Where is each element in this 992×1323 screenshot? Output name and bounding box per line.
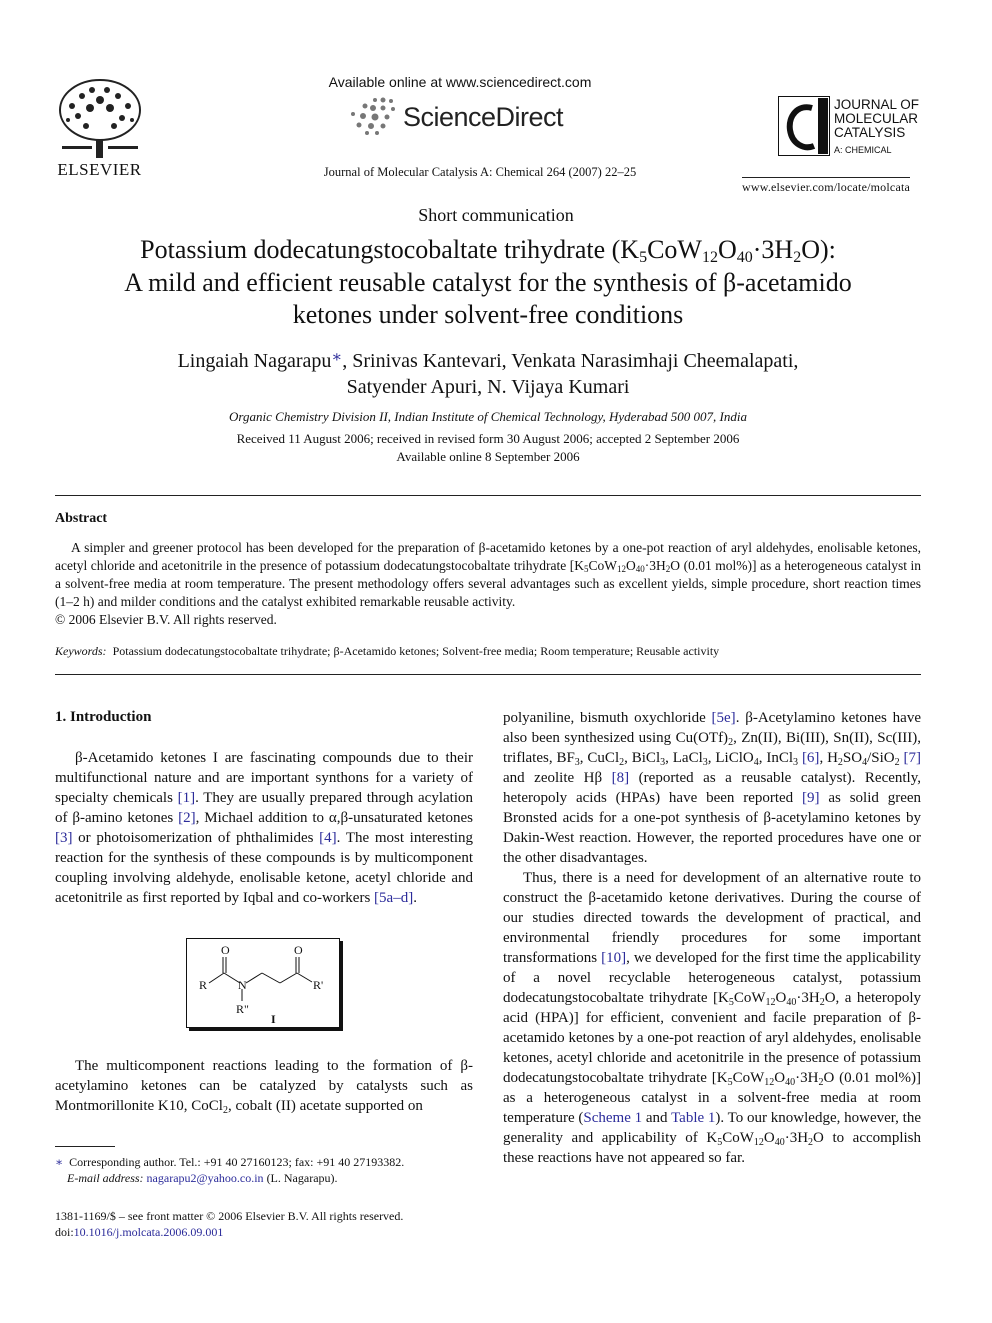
front-matter bbox=[55, 1208, 403, 1240]
atom-n: N bbox=[238, 978, 247, 992]
sciencedirect-dots-icon bbox=[345, 96, 405, 136]
group-r-double-prime: R" bbox=[236, 1002, 249, 1016]
ref-link[interactable]: [5a–d] bbox=[374, 890, 414, 906]
email-note: E-mail address: nagarapu2@yahoo.co.in (L. Nagarapu). bbox=[67, 1171, 338, 1185]
author-list bbox=[60, 348, 916, 400]
footnote bbox=[55, 1154, 404, 1186]
corresponding-author-note: ∗ Corresponding author. Tel.: +91 40 27160123; fax: +91 40 27193382. bbox=[55, 1155, 405, 1169]
corresponding-author-link[interactable]: ∗ bbox=[331, 349, 343, 366]
abstract-heading: Abstract bbox=[55, 511, 108, 526]
chemical-structure-I bbox=[186, 938, 340, 1028]
table-link[interactable]: Table 1 bbox=[671, 1110, 716, 1126]
ref-link[interactable]: [1] bbox=[177, 790, 196, 806]
keywords bbox=[55, 644, 719, 659]
scheme-link[interactable]: Scheme 1 bbox=[583, 1110, 643, 1126]
journal-logo-title-2: MOLECULAR bbox=[834, 111, 919, 126]
keywords-label: Keywords: bbox=[55, 644, 107, 658]
group-r: R bbox=[199, 978, 208, 992]
section-heading-introduction: 1. Introduction bbox=[55, 709, 152, 725]
available-date: Available online 8 September 2006 bbox=[396, 449, 580, 464]
article-type: Short communication bbox=[418, 205, 574, 225]
journal-url-link[interactable]: www.elsevier.com/locate/molcata bbox=[742, 180, 911, 194]
ref-link[interactable]: [3] bbox=[55, 830, 73, 846]
atom-o-right: O bbox=[294, 943, 303, 957]
ref-link[interactable]: [10] bbox=[601, 950, 627, 966]
ref-link[interactable]: [8] bbox=[611, 770, 630, 786]
title-line-1: Potassium dodecatungstocobaltate trihydrate $(K_5CoW_{12}O_{40}\cdot 3H_2O)$: bbox=[140, 235, 836, 266]
footnote-divider bbox=[55, 1146, 115, 1147]
intro-paragraph-1: β-Acetamido ketones I are fascinating compounds due to their multifunctional nature and are important synthons for a variety of specialty chemicals [1]. They are usually prepared through acylation of β-amino ketones [2], Michael addition to α,β-unsaturated ketones [3] or photoisomerization of phthalimides [4]. The most interesting reaction for the synthesis of these compounds is by multicomponent coupling involving aldehyde, enolisable ketone, acetyl chloride and acetonitrile as first reported by Iqbal and co-workers [5a–d]. bbox=[55, 750, 474, 906]
journal-logo-icon bbox=[778, 96, 830, 156]
doi-line: doi:10.1016/j.molcata.2006.09.001 bbox=[55, 1225, 224, 1239]
divider bbox=[55, 495, 921, 496]
intro-paragraph-3: Thus, there is a need for development of an alternative route to construct the β-acetamido ketone derivatives. During the course of our studies directed towards the development of practical, and environmental friendly procedures for some important transformations [10], we developed for the first time the applicability of a novel recyclable heterogeneous catalyst, potassium dodecatungstocobaltate trihydrate [$K_5CoW_{12}O_{40}\cdot 3H_2O$, a heteropoly acid (HPA)] for efficient, convenient and facile preparation of β-acetamido ketones by a one-pot reaction of aryl aldehydes, enolisable ketones, acetyl chloride and acetonitrile in the presence of potassium dodecatungstocobaltate trihydrate [$K_5CoW_{12}O_{40}\cdot 3H_2O$ (0.01 mol%)] as a heterogeneous catalyst in a solvent-free media at room temperature (Scheme 1 and Table 1). To our knowledge, however, the generality and applicability of $K_5CoW_{12}O_{40}\cdot 3H_2O$ to accomplish these reactions have not appeared so far. bbox=[503, 870, 921, 1166]
title-line-2: A mild and efficient reusable catalyst for the synthesis of β-acetamido bbox=[124, 267, 852, 297]
sciencedirect-wordmark: ScienceDirect bbox=[403, 102, 564, 132]
journal-logo-subtitle: A: CHEMICAL bbox=[834, 145, 892, 155]
ref-link[interactable]: [7] bbox=[903, 750, 921, 766]
ref-link[interactable]: [6] bbox=[801, 750, 820, 766]
intro-right-column bbox=[503, 708, 921, 1168]
intro-paragraph-2-cont: polyaniline, bismuth oxychloride [5e]. β-Acetylamino ketones have also been synthesized using $Cu(OTf)_2$, Zn(II), Bi(III), Sn(II), Sc(III), triflates, $BF_3$, CuCl$_2$, BiCl$_3$, LaCl$_3$, LiClO$_4$, InCl$_3$ [6], $H_2SO_4/SiO_2$ [7] and zeolite Hβ [8] (reported as a reusable catalyst). Recently, heteropoly acids (HPAs) have been reported [9] as solid green Bronsted acids for a one-pot synthesis of β-acetylamino ketones by Dakin-West reaction. However, the reported procedures have one or the other disadvantages. bbox=[503, 710, 922, 866]
doi-link[interactable]: 10.1016/j.molcata.2006.09.001 bbox=[73, 1225, 224, 1239]
title-line-3: ketones under solvent-free conditions bbox=[292, 300, 684, 329]
ref-link[interactable]: [2] bbox=[178, 810, 196, 826]
keywords-list: Potassium dodecatungstocobaltate trihydrate; β-Acetamido ketones; Solvent-free media; Room temperature; Reusable activity bbox=[112, 644, 720, 658]
journal-logo-title-3: CATALYSIS bbox=[834, 125, 906, 140]
authors-line-2: Satyender Apuri, N. Vijaya Kumari bbox=[346, 376, 630, 398]
authors-line-1: Lingaiah Nagarapu∗, Srinivas Kantevari, Venkata Narasimhaji Cheemalapati, bbox=[177, 349, 799, 372]
article-dates bbox=[0, 430, 976, 466]
received-dates: Received 11 August 2006; received in revised form 30 August 2006; accepted 2 September 2006 bbox=[236, 431, 740, 446]
email-link[interactable]: nagarapu2@yahoo.co.in bbox=[146, 1171, 264, 1185]
ref-link[interactable]: [9] bbox=[802, 790, 820, 806]
issn-line: 1381-1169/$ – see front matter © 2006 Elsevier B.V. All rights reserved. bbox=[55, 1209, 404, 1223]
abstract-text: A simpler and greener protocol has been developed for the preparation of β-acetamido ketones by a one-pot reaction of aryl aldehydes, enolisable ketones, acetyl chloride and acetonitrile in the presence of potassium dodecatungstocobaltate trihydrate [$K_5CoW_{12}O_{40}\cdot 3H_2O$ (0.01 mol%)] as a heterogeneous catalyst in a solvent-free media at room temperature. The present methodology offers several advantages such as excellent yields, simple procedure, short reaction times (1–2 h) and milder conditions and the catalyst exhibited remarkable reusable activity. bbox=[55, 540, 921, 609]
article-title bbox=[60, 234, 916, 332]
journal-logo-title-1: JOURNAL OF bbox=[834, 97, 920, 112]
group-r-prime: R' bbox=[313, 978, 324, 992]
intro-paragraph-2: The multicomponent reactions leading to the formation of β-acetylamino ketones can be catalyzed by catalysts such as Montmorillonite K10, CoCl$_2$, cobalt (II) acetate supported on bbox=[55, 1058, 473, 1116]
atom-o-left: O bbox=[221, 943, 230, 957]
abstract-copyright: © 2006 Elsevier B.V. All rights reserved. bbox=[55, 612, 277, 627]
compound-label: I bbox=[271, 1012, 276, 1026]
divider bbox=[55, 674, 921, 675]
ref-link[interactable]: [5e] bbox=[711, 710, 736, 726]
journal-logo-title bbox=[834, 98, 919, 140]
available-online[interactable]: Available online at www.sciencedirect.com bbox=[328, 74, 592, 90]
journal-citation: Journal of Molecular Catalysis A: Chemical 264 (2007) 22–25 bbox=[323, 165, 637, 179]
ref-link[interactable]: [4] bbox=[319, 830, 337, 846]
publisher-name: ELSEVIER bbox=[57, 160, 142, 179]
affiliation: Organic Chemistry Division II, Indian Institute of Chemical Technology, Hyderabad 500 007, India bbox=[229, 409, 747, 424]
